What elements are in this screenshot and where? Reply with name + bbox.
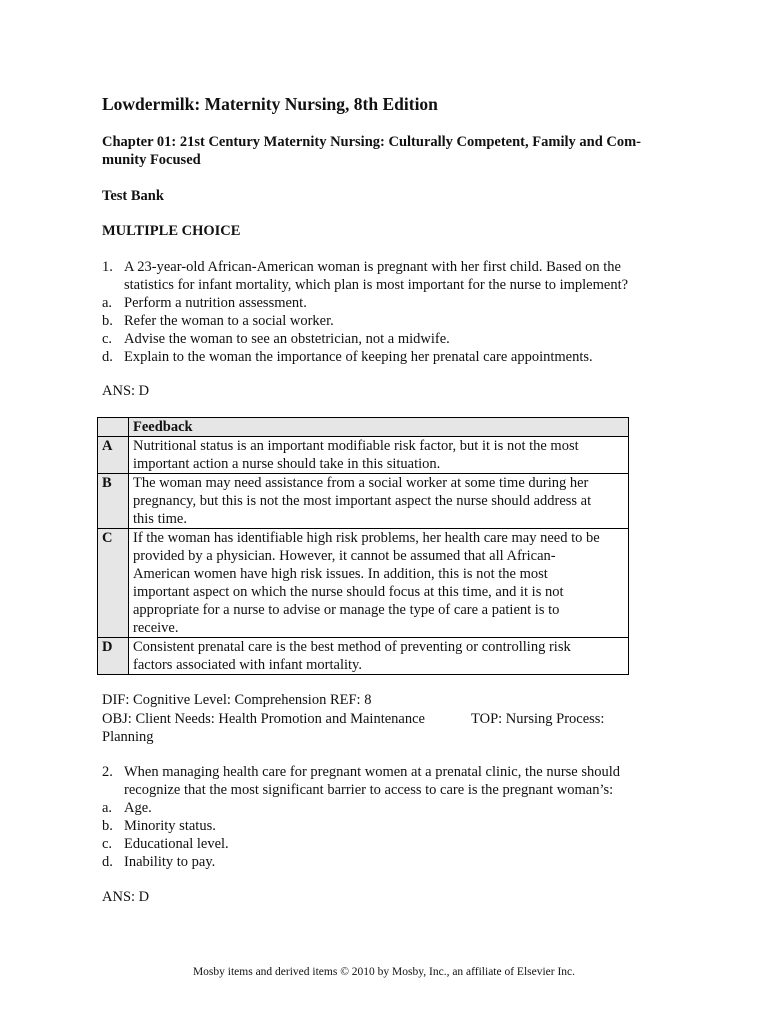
option-letter: b.	[102, 313, 113, 329]
option-letter: d.	[102, 854, 113, 870]
feedback-line: If the woman has identifiable high risk problems, her health care may need to be	[133, 530, 600, 546]
question-stem	[124, 763, 662, 799]
option-letter: c.	[102, 836, 113, 852]
feedback-header: Feedback	[129, 418, 629, 437]
option-d	[102, 348, 662, 366]
feedback-text	[129, 437, 629, 474]
answer-2: ANS: D	[102, 889, 150, 905]
option-c	[102, 330, 662, 348]
feedback-text	[129, 474, 629, 529]
option-letter: c.	[102, 331, 113, 347]
option-b	[102, 817, 662, 835]
test-bank-label: Test Bank	[102, 188, 164, 204]
feedback-line: receive.	[133, 620, 179, 636]
option-text: Refer the woman to a social worker.	[124, 313, 334, 329]
feedback-key: C	[98, 529, 129, 638]
chapter-heading	[102, 133, 682, 169]
question-stem	[124, 258, 662, 294]
feedback-line: Nutritional status is an important modifiable risk factor, but it is not the most	[133, 438, 579, 454]
feedback-text	[129, 638, 629, 675]
feedback-row-c	[98, 529, 629, 638]
chapter-heading-line-1: Chapter 01: 21st Century Maternity Nursing: Culturally Competent, Family and Com-	[102, 134, 642, 150]
option-text: Inability to pay.	[124, 854, 216, 870]
feedback-line: factors associated with infant mortality.	[133, 657, 362, 673]
feedback-line: appropriate for a nurse to advise or manage the type of care a patient is to	[133, 602, 560, 618]
feedback-key: D	[98, 638, 129, 675]
topic-line: TOP: Nursing Process:	[471, 711, 605, 727]
feedback-line: this time.	[133, 511, 187, 527]
feedback-header-row	[98, 418, 629, 437]
feedback-line: The woman may need assistance from a social worker at some time during her	[133, 475, 589, 491]
section-heading: MULTIPLE CHOICE	[102, 223, 241, 239]
objective-line: OBJ: Client Needs: Health Promotion and Maintenance	[102, 711, 425, 727]
feedback-key: B	[98, 474, 129, 529]
option-a	[102, 294, 662, 312]
difficulty-line: DIF: Cognitive Level: Comprehension REF: 8	[102, 692, 372, 708]
copyright-footer: Mosby items and derived items © 2010 by Mosby, Inc., an affiliate of Elsevier Inc.	[192, 966, 576, 978]
option-text: Perform a nutrition assessment.	[124, 295, 307, 311]
feedback-key-cell	[98, 418, 129, 437]
question-number: 1.	[102, 259, 113, 275]
option-letter: b.	[102, 818, 113, 834]
option-text: Explain to the woman the importance of keeping her prenatal care appointments.	[124, 349, 593, 365]
question-stem-line: When managing health care for pregnant women at a prenatal clinic, the nurse should	[124, 764, 621, 780]
book-title: Lowdermilk: Maternity Nursing, 8th Edition	[102, 94, 438, 114]
option-d	[102, 853, 662, 871]
answer-1: ANS: D	[102, 383, 150, 399]
question-2	[102, 763, 662, 871]
option-text: Minority status.	[124, 818, 216, 834]
question-number: 2.	[102, 764, 113, 780]
feedback-table	[97, 417, 629, 675]
feedback-row-d	[98, 638, 629, 675]
feedback-key: A	[98, 437, 129, 474]
feedback-line: pregnancy, but this is not the most important aspect the nurse should address at	[133, 493, 592, 509]
feedback-row-b	[98, 474, 629, 529]
question-stem-line: statistics for infant mortality, which plan is most important for the nurse to implement?	[124, 277, 629, 293]
option-letter: d.	[102, 349, 113, 365]
feedback-line: Consistent prenatal care is the best method of preventing or controlling risk	[133, 639, 571, 655]
feedback-line: provided by a physician. However, it cannot be assumed that all African-	[133, 548, 556, 564]
option-c	[102, 835, 662, 853]
feedback-row-a	[98, 437, 629, 474]
question-stem-line: A 23-year-old African-American woman is pregnant with her first child. Based on the	[124, 259, 621, 275]
option-text: Educational level.	[124, 836, 229, 852]
feedback-line: American women have high risk issues. In addition, this is not the most	[133, 566, 548, 582]
question-1	[102, 258, 662, 366]
option-letter: a.	[102, 800, 113, 816]
question-stem-line: recognize that the most significant barrier to access to care is the pregnant woman’s:	[124, 782, 614, 798]
option-text: Advise the woman to see an obstetrician, not a midwife.	[124, 331, 450, 347]
option-text: Age.	[124, 800, 152, 816]
topic-continuation: Planning	[102, 729, 154, 745]
feedback-text	[129, 529, 629, 638]
option-b	[102, 312, 662, 330]
feedback-line: important aspect on which the nurse should focus at this time, and it is not	[133, 584, 564, 600]
feedback-line: important action a nurse should take in this situation.	[133, 456, 441, 472]
option-a	[102, 799, 662, 817]
option-letter: a.	[102, 295, 113, 311]
chapter-heading-line-2: munity Focused	[102, 152, 201, 168]
